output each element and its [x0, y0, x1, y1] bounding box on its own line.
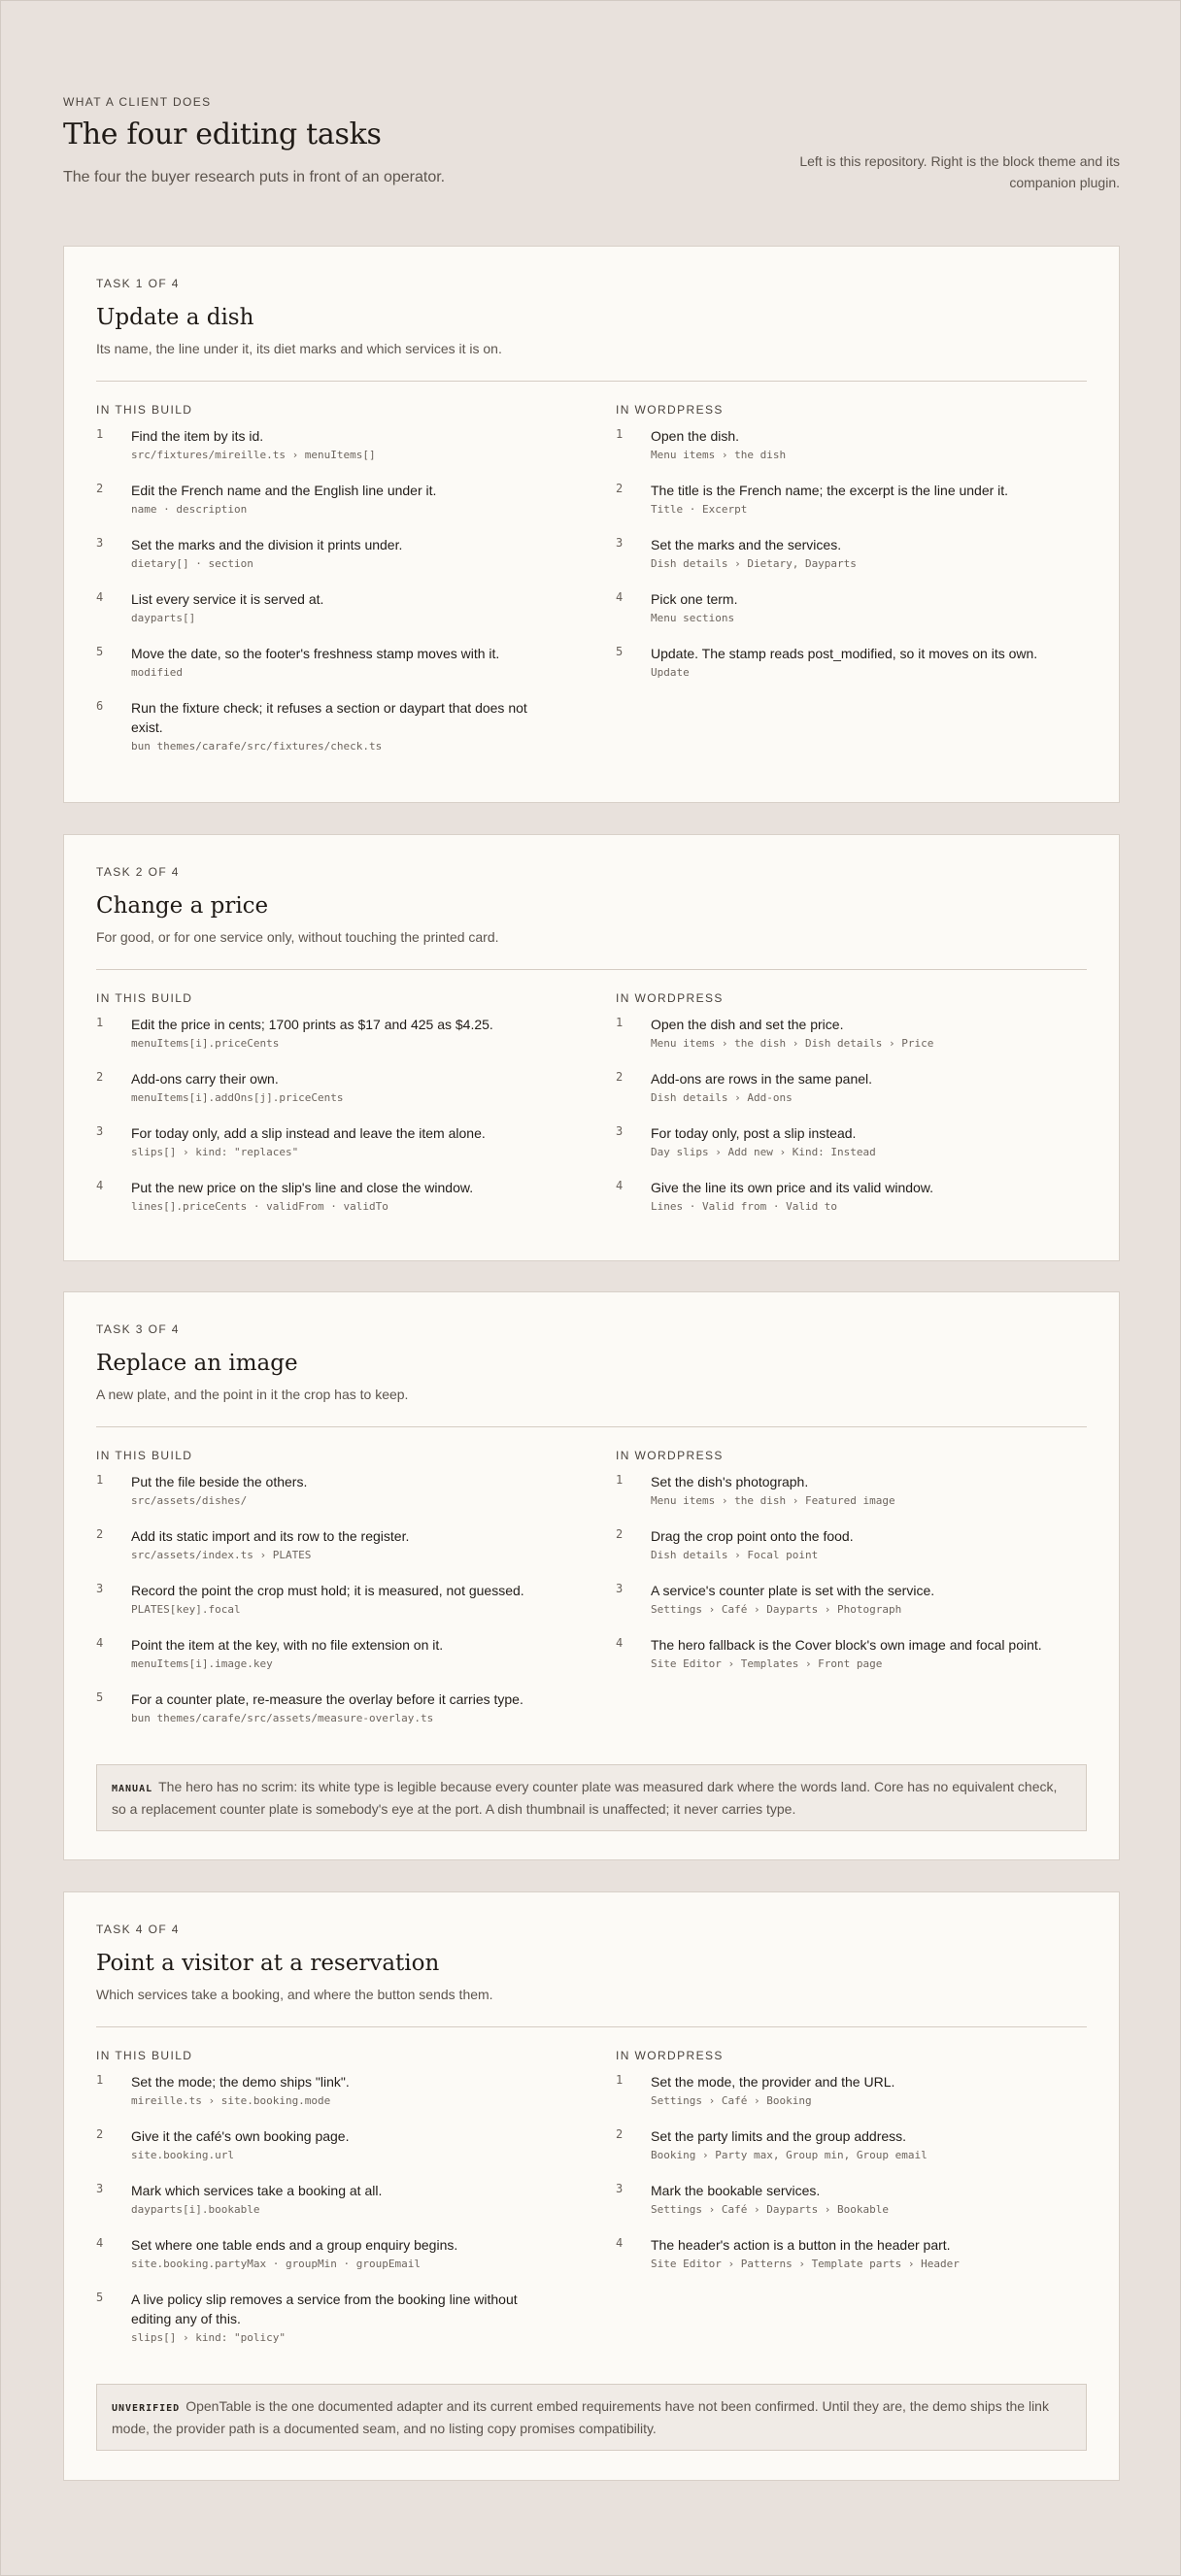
divider — [96, 381, 1087, 382]
step-text: Edit the French name and the English line under it. — [131, 483, 437, 498]
step-code: dayparts[i].bookable — [131, 2203, 260, 2216]
step-number: 3 — [96, 2182, 104, 2195]
step-number: 3 — [96, 1582, 104, 1595]
step-text: A live policy slip removes a service from the booking line without editing any of this. — [131, 2292, 518, 2326]
step-text: Move the date, so the footer's freshness stamp moves with it. — [131, 646, 500, 661]
column-heading: IN WORDPRESS — [616, 1449, 724, 1462]
task-description: For good, or for one service only, without touching the printed card. — [96, 929, 499, 945]
step-code: site.booking.url — [131, 2149, 234, 2161]
step — [616, 481, 1072, 518]
step-code: Menu items › the dish › Featured image — [651, 1494, 895, 1507]
task-card-2 — [63, 834, 1120, 1261]
step-code: Day slips › Add new › Kind: Instead — [651, 1146, 876, 1158]
step-code: dietary[] · section — [131, 557, 253, 570]
step-number: 4 — [96, 1179, 104, 1192]
step-code: Title · Excerpt — [651, 503, 748, 516]
step-number: 1 — [96, 1016, 104, 1029]
task-title: Update a dish — [96, 305, 254, 330]
step — [616, 1581, 1072, 1618]
step-text: Set the marks and the services. — [651, 537, 842, 552]
step-code: Site Editor › Templates › Front page — [651, 1657, 883, 1670]
step — [616, 1069, 1072, 1106]
step-text: Open the dish. — [651, 428, 740, 444]
step-code: site.booking.partyMax · groupMin · groupEmail — [131, 2258, 422, 2270]
step-number: 1 — [616, 1473, 624, 1487]
step-text: The hero fallback is the Cover block's own image and focal point. — [651, 1637, 1042, 1653]
step — [96, 1178, 553, 1215]
step-number: 4 — [96, 590, 104, 604]
step — [96, 481, 553, 518]
step — [616, 2126, 1072, 2163]
task-label: TASK 1 OF 4 — [96, 277, 180, 290]
step — [616, 1123, 1072, 1160]
task-title: Point a visitor at a reservation — [96, 1951, 440, 1976]
step-text: Give it the café's own booking page. — [131, 2128, 350, 2144]
step-number: 3 — [616, 1124, 624, 1138]
step-text: List every service it is served at. — [131, 591, 324, 607]
note-text: OpenTable is the one documented adapter and its current embed requirements have not been confirmed. Until they are, the demo ships the link mode, the provider path is a documented seam, and no listing copy promises compatibility. — [112, 2398, 1049, 2436]
step — [616, 644, 1072, 681]
step-code: src/fixtures/mireille.ts › menuItems[] — [131, 449, 376, 461]
step-code: Settings › Café › Dayparts › Bookable — [651, 2203, 890, 2216]
step-code: slips[] › kind: "replaces" — [131, 1146, 299, 1158]
step-number: 3 — [96, 1124, 104, 1138]
divider — [96, 1426, 1087, 1427]
build-column — [96, 2049, 553, 2363]
step-code: Settings › Café › Dayparts › Photograph — [651, 1603, 902, 1616]
step — [96, 1123, 553, 1160]
step-number: 1 — [96, 427, 104, 441]
task-card-3 — [63, 1291, 1120, 1860]
step-text: A service's counter plate is set with the service. — [651, 1583, 935, 1598]
step-number: 1 — [96, 1473, 104, 1487]
step — [96, 2235, 553, 2272]
step-text: The title is the French name; the excerpt is the line under it. — [651, 483, 1009, 498]
step-code: Site Editor › Patterns › Template parts › Header — [651, 2258, 960, 2270]
step — [616, 589, 1072, 626]
column-heading: IN THIS BUILD — [96, 403, 193, 417]
step — [616, 2235, 1072, 2272]
step-text: Set the mode; the demo ships "link". — [131, 2074, 350, 2090]
step — [616, 2181, 1072, 2218]
step-text: Set where one table ends and a group enquiry begins. — [131, 2237, 458, 2253]
task-card-1 — [63, 246, 1120, 803]
step-code: menuItems[i].priceCents — [131, 1037, 280, 1050]
task-description: Its name, the line under it, its diet marks and which services it is on. — [96, 341, 502, 356]
column-heading: IN THIS BUILD — [96, 2049, 193, 2062]
step-text: Find the item by its id. — [131, 428, 264, 444]
step-text: Set the mode, the provider and the URL. — [651, 2074, 895, 2090]
build-column — [96, 403, 553, 772]
step-code: Menu items › the dish — [651, 449, 787, 461]
step-code: Menu items › the dish › Dish details › Price — [651, 1037, 934, 1050]
step-number: 4 — [96, 2236, 104, 2250]
step-code: PLATES[key].focal — [131, 1603, 241, 1616]
step — [96, 2290, 553, 2346]
column-heading: IN THIS BUILD — [96, 991, 193, 1005]
note-tag: UNVERIFIED — [112, 2403, 181, 2414]
step-number: 4 — [616, 1179, 624, 1192]
task-description: Which services take a booking, and where the button sends them. — [96, 1987, 493, 2002]
column-heading: IN WORDPRESS — [616, 2049, 724, 2062]
step — [616, 1635, 1072, 1672]
step-text: Update. The stamp reads post_modified, so it moves on its own. — [651, 646, 1038, 661]
step — [616, 1472, 1072, 1509]
build-column — [96, 991, 553, 1232]
step-text: Mark which services take a booking at all. — [131, 2183, 383, 2198]
step-code: Lines · Valid from · Valid to — [651, 1200, 838, 1213]
step-code: lines[].priceCents · validFrom · validTo — [131, 1200, 388, 1213]
step-text: Add-ons are rows in the same panel. — [651, 1071, 873, 1087]
step-number: 2 — [96, 1527, 104, 1541]
step-number: 5 — [96, 645, 104, 658]
step-text: Set the party limits and the group address. — [651, 2128, 907, 2144]
wordpress-column — [616, 991, 1072, 1232]
step-code: src/assets/dishes/ — [131, 1494, 248, 1507]
step-number: 3 — [616, 2182, 624, 2195]
step-code: Settings › Café › Booking — [651, 2094, 812, 2107]
step — [96, 1581, 553, 1618]
step-text: Record the point the crop must hold; it is measured, not guessed. — [131, 1583, 524, 1598]
manual-note — [96, 1764, 1087, 1831]
step — [96, 698, 553, 754]
step — [616, 1015, 1072, 1052]
step-code: mireille.ts › site.booking.mode — [131, 2094, 331, 2107]
unverified-note — [96, 2384, 1087, 2451]
step — [96, 2072, 553, 2109]
step-number: 4 — [96, 1636, 104, 1650]
step-code: Menu sections — [651, 612, 735, 624]
column-heading: IN WORDPRESS — [616, 991, 724, 1005]
step-code: Dish details › Add-ons — [651, 1091, 793, 1104]
step-number: 1 — [616, 2073, 624, 2087]
step-text: Edit the price in cents; 1700 prints as $17 and 425 as $4.25. — [131, 1017, 493, 1032]
step-code: Dish details › Dietary, Dayparts — [651, 557, 857, 570]
note-tag: MANUAL — [112, 1784, 153, 1794]
step-number: 1 — [616, 427, 624, 441]
step-code: menuItems[i].addOns[j].priceCents — [131, 1091, 344, 1104]
step — [96, 1069, 553, 1106]
step — [96, 644, 553, 681]
step-code: bun themes/carafe/src/fixtures/check.ts — [131, 740, 383, 753]
task-description: A new plate, and the point in it the crop has to keep. — [96, 1387, 409, 1402]
step-number: 5 — [96, 2291, 104, 2304]
page-title: The four editing tasks — [63, 117, 382, 151]
step — [616, 1526, 1072, 1563]
step-code: name · description — [131, 503, 248, 516]
task-card-4 — [63, 1891, 1120, 2481]
step-number: 2 — [616, 482, 624, 495]
divider — [96, 969, 1087, 970]
step-code: src/assets/index.ts › PLATES — [131, 1549, 312, 1561]
step-number: 3 — [96, 536, 104, 550]
step-number: 4 — [616, 2236, 624, 2250]
step-text: Add-ons carry their own. — [131, 1071, 279, 1087]
step — [96, 1635, 553, 1672]
step-text: For a counter plate, re-measure the overlay before it carries type. — [131, 1691, 523, 1707]
step-code: Update — [651, 666, 690, 679]
step-text: For today only, add a slip instead and leave the item alone. — [131, 1125, 486, 1141]
wordpress-column — [616, 403, 1072, 698]
note-text: The hero has no scrim: its white type is legible because every counter plate was measured dark where the words land. Core has no equivalent check, so a replacement counter plate is somebody's eye at the port. A dish thumbnail is unaffected; it never carries type. — [112, 1779, 1058, 1817]
step-text: Put the file beside the others. — [131, 1474, 308, 1489]
page-subtitle: The four the buyer research puts in front of an operator. — [63, 169, 446, 185]
step-text: Open the dish and set the price. — [651, 1017, 844, 1032]
step — [616, 535, 1072, 572]
step-code: menuItems[i].image.key — [131, 1657, 273, 1670]
step-code: modified — [131, 666, 183, 679]
step-text: For today only, post a slip instead. — [651, 1125, 857, 1141]
column-heading: IN WORDPRESS — [616, 403, 724, 417]
step-code: Booking › Party max, Group min, Group email — [651, 2149, 928, 2161]
step-number: 5 — [96, 1690, 104, 1704]
task-label: TASK 4 OF 4 — [96, 1923, 180, 1936]
step — [96, 1472, 553, 1509]
step-code: dayparts[] — [131, 612, 196, 624]
step-code: bun themes/carafe/src/assets/measure-overlay.ts — [131, 1712, 434, 1724]
step-text: Drag the crop point onto the food. — [651, 1528, 854, 1544]
wordpress-column — [616, 2049, 1072, 2290]
step-number: 3 — [616, 1582, 624, 1595]
step-text: Add its static import and its row to the register. — [131, 1528, 410, 1544]
step-number: 3 — [616, 536, 624, 550]
step-number: 4 — [616, 1636, 624, 1650]
step-number: 6 — [96, 699, 104, 713]
step-number: 5 — [616, 645, 624, 658]
step-number: 2 — [96, 1070, 104, 1084]
step — [96, 1015, 553, 1052]
step-number: 2 — [96, 482, 104, 495]
task-label: TASK 2 OF 4 — [96, 865, 180, 879]
step-text: Run the fixture check; it refuses a section or daypart that does not exist. — [131, 700, 527, 735]
page-note: Left is this repository. Right is the block theme and its companion plugin. — [799, 153, 1120, 190]
task-title: Change a price — [96, 893, 269, 919]
step-text: Set the marks and the division it prints under. — [131, 537, 403, 552]
step — [96, 2126, 553, 2163]
wordpress-column — [616, 1449, 1072, 1689]
step-text: Give the line its own price and its valid window. — [651, 1180, 934, 1195]
step — [96, 1689, 553, 1726]
task-title: Replace an image — [96, 1351, 298, 1376]
step-number: 2 — [616, 2127, 624, 2141]
build-column — [96, 1449, 553, 1744]
step-text: Pick one term. — [651, 591, 738, 607]
step-number: 2 — [616, 1070, 624, 1084]
task-label: TASK 3 OF 4 — [96, 1322, 180, 1336]
step-number: 1 — [96, 2073, 104, 2087]
step — [616, 1178, 1072, 1215]
step — [616, 426, 1072, 463]
column-heading: IN THIS BUILD — [96, 1449, 193, 1462]
step-text: Mark the bookable services. — [651, 2183, 821, 2198]
step-number: 2 — [96, 2127, 104, 2141]
page-eyebrow: WHAT A CLIENT DOES — [63, 95, 212, 109]
step — [96, 1526, 553, 1563]
step-text: Put the new price on the slip's line and close the window. — [131, 1180, 474, 1195]
step-text: The header's action is a button in the header part. — [651, 2237, 951, 2253]
step — [96, 589, 553, 626]
step — [96, 426, 553, 463]
step-number: 4 — [616, 590, 624, 604]
step-text: Set the dish's photograph. — [651, 1474, 809, 1489]
step-code: Dish details › Focal point — [651, 1549, 819, 1561]
step-code: slips[] › kind: "policy" — [131, 2331, 286, 2344]
step-text: Point the item at the key, with no file extension on it. — [131, 1637, 444, 1653]
step-number: 2 — [616, 1527, 624, 1541]
step — [96, 2181, 553, 2218]
step — [616, 2072, 1072, 2109]
step — [96, 535, 553, 572]
step-number: 1 — [616, 1016, 624, 1029]
divider — [96, 2026, 1087, 2027]
